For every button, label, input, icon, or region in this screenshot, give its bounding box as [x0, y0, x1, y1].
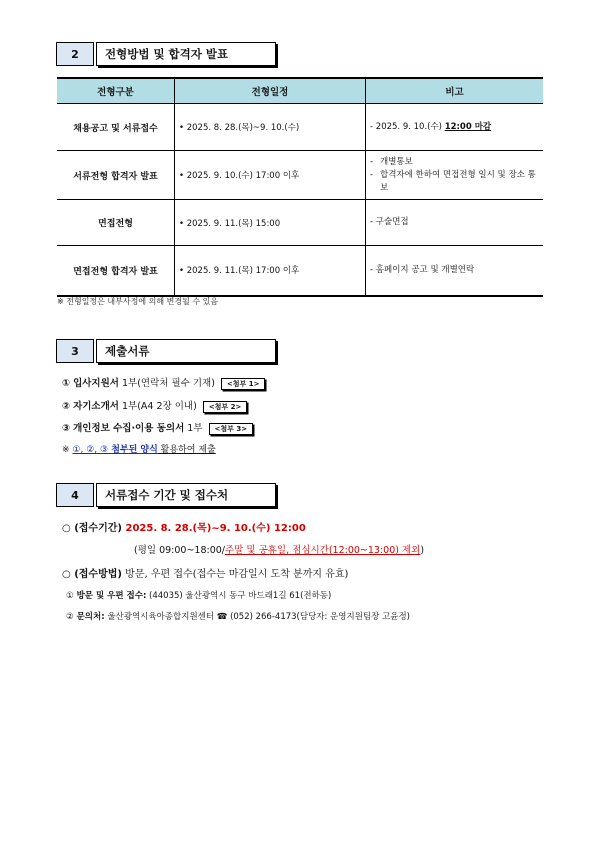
- note-text: 합격자에 한하여 면접전형 일시 및 장소 통보: [380, 169, 536, 193]
- row-category: 서류전형 합격자 발표: [57, 151, 175, 200]
- table-row: [57, 246, 543, 296]
- document-item: [62, 420, 253, 435]
- column-header: 전형일정: [175, 78, 366, 104]
- address-value: (44035) 울산광역시 동구 바드래1길 61(전하동): [146, 591, 332, 601]
- method-value: 방문, 우편 접수(접수는 마감일시 도착 분까지 유효): [122, 569, 349, 580]
- schedule-footnote: ※ 전형일정은 내부사정에 의해 변경될 수 있음: [57, 297, 219, 306]
- office-hours: [134, 542, 424, 556]
- note-text: 개별통보: [380, 156, 413, 167]
- document-item: [62, 398, 247, 413]
- row-date: • 2025. 8. 28.(목)~9. 10.(수): [175, 104, 366, 151]
- section-2-header: [56, 42, 276, 66]
- note-mark: ※: [62, 445, 73, 455]
- document-item: [62, 375, 265, 390]
- hours-excluded: 주말 및 공휴일, 점심시간(12:00~13:00) 제외: [225, 545, 421, 556]
- row-note: - 홈페이지 공고 및 개별연락: [366, 246, 544, 296]
- period-label: ○ (접수기간): [62, 523, 126, 534]
- row-category: 면접전형: [57, 200, 175, 246]
- section-4-header: [56, 483, 276, 507]
- contact-value: 울산광역시육아종합지원센터 ☎ (052) 266-4173(담당자: 운영지원팀장 고윤정): [104, 612, 410, 622]
- section-3-header: [56, 339, 276, 363]
- documents-note: [62, 442, 216, 455]
- section-title: 서류접수 기간 및 접수처: [96, 483, 276, 507]
- method-label: ○ (접수방법): [62, 569, 122, 580]
- section-number: 3: [56, 339, 94, 363]
- row-note: - 구술면접: [366, 200, 544, 246]
- row-category: 면접전형 합격자 발표: [57, 246, 175, 296]
- item-number: ②: [62, 401, 71, 412]
- item-number: ①: [62, 378, 71, 389]
- section-title: 전형방법 및 합격자 발표: [96, 42, 276, 66]
- period-value: 2025. 8. 28.(목)~9. 10.(수) 12:00: [125, 523, 306, 534]
- row-date: • 2025. 9. 11.(목) 15:00: [175, 200, 366, 246]
- note-rest: 활용하여 제출: [157, 445, 216, 455]
- note-text: 홈페이지 공고 및 개별연락: [375, 264, 475, 275]
- table-header-row: [57, 78, 543, 104]
- date-text: 2025. 8. 28.(목)~9. 10.(수): [186, 123, 300, 133]
- attachment-tag: <첨부 1>: [221, 378, 266, 390]
- hours-close: ): [420, 545, 425, 556]
- attached-form-text: 첨부된 양식: [108, 445, 158, 455]
- table-row: [57, 104, 543, 151]
- sub-number: ②: [66, 612, 74, 622]
- column-header: 전형구분: [57, 78, 175, 104]
- section-number: 4: [56, 483, 94, 507]
- contact-label: 문의처:: [73, 612, 105, 622]
- note-text: 구술면접: [375, 217, 409, 227]
- contact-info: [66, 610, 410, 622]
- row-date: • 2025. 9. 10.(수) 17:00 이후: [175, 151, 366, 200]
- row-note: - 개별통보 - 합격자에 한하여 면접전형 일시 및 장소 통보: [366, 151, 544, 200]
- application-period: [62, 519, 306, 534]
- application-method: [62, 565, 348, 580]
- item-number: ③: [62, 423, 71, 434]
- row-date: • 2025. 9. 11.(목) 17:00 이후: [175, 246, 366, 296]
- attachment-tag: <첨부 3>: [209, 423, 254, 435]
- table-row: [57, 200, 543, 246]
- section-number: 2: [56, 42, 94, 66]
- hours-normal: (평일 09:00~18:00/: [134, 545, 225, 556]
- item-detail: 1부: [184, 423, 203, 434]
- deadline-text: 12:00 마감: [444, 121, 492, 132]
- date-text: 2025. 9. 10.(수) 17:00 이후: [186, 171, 300, 181]
- column-header: 비고: [366, 78, 544, 104]
- submission-address: [66, 589, 331, 601]
- note-text: 2025. 9. 10.(수): [375, 121, 445, 132]
- row-note: - 2025. 9. 10.(수) 12:00 마감: [366, 104, 544, 151]
- section-title: 제출서류: [96, 339, 276, 363]
- date-text: 2025. 9. 11.(목) 15:00: [186, 218, 281, 229]
- schedule-table: [57, 77, 543, 297]
- sub-number: ①: [66, 591, 74, 601]
- attachment-tag: <첨부 2>: [203, 401, 248, 413]
- address-label: 방문 및 우편 접수:: [73, 591, 147, 601]
- attachment-reference-link: ①, ②, ③: [72, 445, 109, 455]
- item-name: 입사지원서: [73, 378, 119, 389]
- item-name: 자기소개서: [73, 401, 119, 412]
- item-name: 개인정보 수집·이용 동의서: [73, 423, 185, 434]
- item-detail: 1부(A4 2장 이내): [118, 401, 197, 412]
- item-detail: 1부(연락처 필수 기재): [118, 378, 215, 389]
- date-text: 2025. 9. 11.(목) 17:00 이후: [186, 266, 300, 277]
- table-row: [57, 151, 543, 200]
- row-category: 채용공고 및 서류접수: [57, 104, 175, 151]
